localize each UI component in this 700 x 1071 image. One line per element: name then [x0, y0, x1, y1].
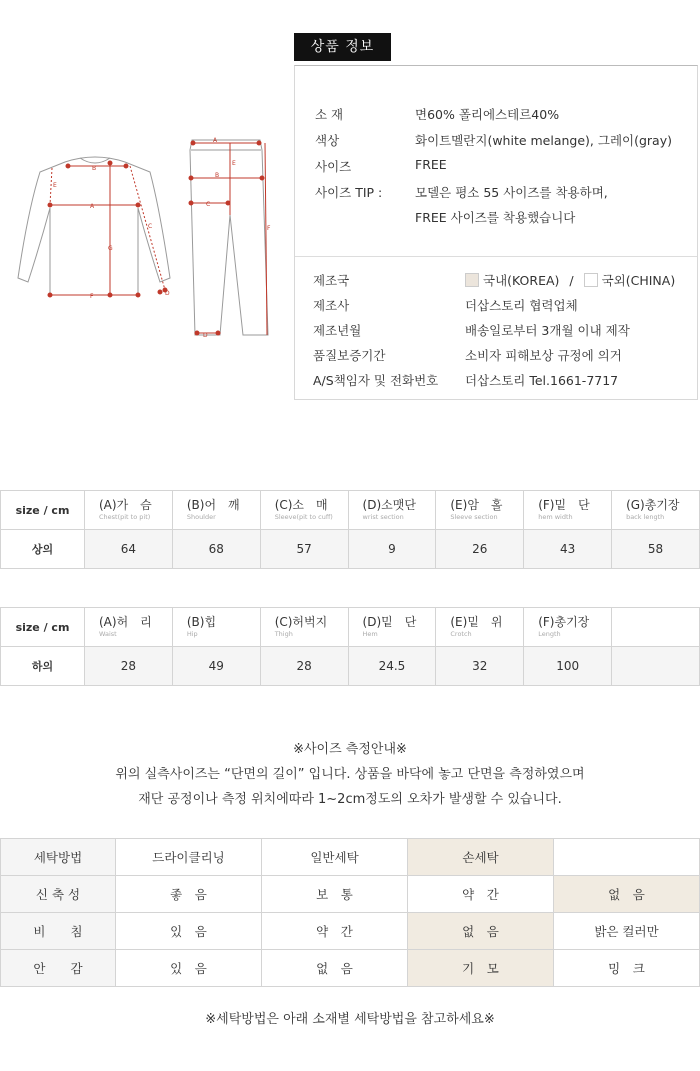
wash-cell: 일반세탁 [262, 839, 408, 876]
size-tip-label: 사이즈 TIP : [315, 185, 383, 200]
china-label: 국외(CHINA) [601, 273, 676, 288]
washing-footer-note: ※세탁방법은 아래 소재별 세탁방법을 참고하세요※ [205, 1012, 495, 1027]
wash-cell: 밝은 컬러만 [554, 913, 700, 950]
top-header-hem: (F)밑 단 hem width [524, 491, 612, 530]
product-info-title: 상품 정보 [294, 33, 391, 61]
top-label-f: F [90, 293, 94, 300]
top-header-chest: (A)가 슴 Chest(pit to pit) [85, 491, 173, 530]
wash-method-label: 세탁방법 [1, 839, 116, 876]
size-tip-line2: FREE 사이즈를 착용했습니다 [415, 210, 576, 225]
material-label: 소 재 [315, 107, 344, 122]
warranty-value: 소비자 피해보상 규정에 의거 [465, 348, 622, 363]
bottom-header-hem: (D)밑 단 Hem [348, 608, 436, 647]
top-value-chest: 64 [85, 530, 173, 569]
wash-cell: 있 음 [116, 950, 262, 987]
top-row-label: 상의 [1, 530, 85, 569]
top-label-b: B [92, 165, 97, 172]
bottom-label-a: A [213, 137, 218, 144]
manufacturer-value: 더삽스토리 협력업체 [465, 298, 578, 313]
top-header-armhole: (E)암 홀 Sleeve section [436, 491, 524, 530]
top-value-armhole: 26 [436, 530, 524, 569]
manufacturer-label: 제조사 [313, 298, 350, 313]
top-value-shoulder: 68 [172, 530, 260, 569]
warranty-label: 품질보증기간 [313, 348, 386, 363]
top-header-length: (G)총기장 back length [612, 491, 700, 530]
size-guide-title: ※사이즈 측정안내※ [293, 742, 407, 757]
size-value: FREE [415, 157, 447, 172]
color-value: 화이트멜란지(white melange), 그레이(gray) [415, 133, 672, 148]
bottom-header-thigh: (C)허벅지 Thigh [260, 608, 348, 647]
manufacture-date-label: 제조년월 [313, 323, 362, 338]
see-through-label: 비 침 [1, 913, 116, 950]
product-info-box [294, 65, 698, 400]
bottom-value-length: 100 [524, 647, 612, 686]
china-checkbox [584, 273, 598, 287]
bottom-value-waist: 28 [85, 647, 173, 686]
bottom-label-e: E [232, 160, 236, 167]
wash-cell: 있 음 [116, 913, 262, 950]
wash-cell: 좋 음 [116, 876, 262, 913]
korea-checkbox [465, 273, 479, 287]
bottom-header-crotch: (E)밑 위 Crotch [436, 608, 524, 647]
size-guide-line1: 위의 실측사이즈는 “단면의 길이” 입니다. 상품을 바닥에 놓고 단면을 측정하였으며 [115, 767, 585, 782]
product-info-divider [295, 256, 697, 257]
top-label-e: E [53, 182, 57, 189]
top-size-table [0, 490, 700, 569]
material-value: 면60% 폴리에스테르40% [415, 107, 560, 122]
wash-cell [554, 839, 700, 876]
bottom-label-d: D [203, 332, 208, 339]
stretch-label: 신 축 성 [1, 876, 116, 913]
wash-cell: 약 간 [262, 913, 408, 950]
wash-cell: 약 간 [408, 876, 554, 913]
as-contact-label: A/S책임자 및 전화번호 [313, 373, 439, 388]
as-contact-value: 더삽스토리 Tel.1661-7717 [465, 373, 619, 388]
bottom-value-hem: 24.5 [348, 647, 436, 686]
bottom-value-hip: 49 [172, 647, 260, 686]
bottom-header-waist: (A)허 리 Waist [85, 608, 173, 647]
top-label-d: D [165, 290, 170, 297]
top-header-wrist: (D)소맷단 wrist section [348, 491, 436, 530]
top-value-wrist: 9 [348, 530, 436, 569]
top-header-shoulder: (B)어 깨 Shoulder [172, 491, 260, 530]
bottom-value-crotch: 32 [436, 647, 524, 686]
wash-cell: 밍 크 [554, 950, 700, 987]
origin-separator: / [569, 273, 574, 288]
bottom-unit-label: size / cm [1, 608, 85, 647]
size-label: 사이즈 [315, 159, 352, 174]
wash-cell-selected: 손세탁 [408, 839, 554, 876]
bottom-header-length: (F)총기장 Length [524, 608, 612, 647]
wash-cell-selected: 없 음 [554, 876, 700, 913]
top-header-sleeve: (C)소 매 Sleeve(pit to cuff) [260, 491, 348, 530]
bottom-header-hip: (B)힙 Hip [172, 608, 260, 647]
manufacture-date-value: 배송일로부터 3개월 이내 제작 [465, 323, 630, 338]
top-value-hem: 43 [524, 530, 612, 569]
top-label-c: C [148, 223, 153, 230]
bottom-value-empty [612, 647, 700, 686]
top-unit-label: size / cm [1, 491, 85, 530]
origin-value [465, 271, 675, 289]
top-label-g: G [108, 245, 113, 252]
wash-row [1, 950, 700, 987]
washing-table [0, 838, 700, 987]
top-label-a: A [90, 203, 95, 210]
wash-cell-selected: 없 음 [408, 913, 554, 950]
wash-cell: 드라이클리닝 [116, 839, 262, 876]
top-value-length: 58 [612, 530, 700, 569]
bottom-header-empty [612, 608, 700, 647]
origin-label: 제조국 [313, 273, 350, 288]
top-value-sleeve: 57 [260, 530, 348, 569]
garment-measurement-illustration [10, 130, 290, 345]
wash-row [1, 913, 700, 950]
size-tip-line1: 모델은 평소 55 사이즈를 착용하며, [415, 185, 608, 200]
bottom-garment-drawing [190, 140, 268, 335]
bottom-label-f: F [267, 225, 271, 232]
wash-row [1, 876, 700, 913]
bottom-label-b: B [215, 172, 220, 179]
color-label: 색상 [315, 133, 340, 148]
bottom-row-label: 하의 [1, 647, 85, 686]
bottom-value-thigh: 28 [260, 647, 348, 686]
wash-cell: 보 통 [262, 876, 408, 913]
size-guide-line2: 재단 공정이나 측정 위치에따라 1~2cm정도의 오차가 발생할 수 있습니다. [138, 792, 562, 807]
wash-row [1, 839, 700, 876]
wash-cell: 없 음 [262, 950, 408, 987]
bottom-size-table [0, 607, 700, 686]
wash-cell-selected: 기 모 [408, 950, 554, 987]
korea-label: 국내(KOREA) [483, 273, 560, 288]
lining-label: 안 감 [1, 950, 116, 987]
bottom-label-c: C [206, 201, 211, 208]
